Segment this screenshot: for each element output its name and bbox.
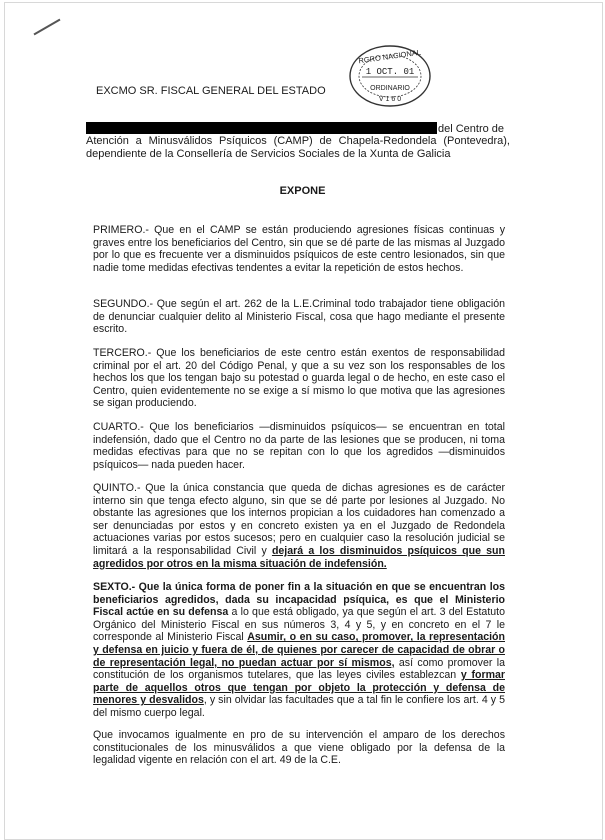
quinto-emphasis: dejará a los disminuidos psíquicos que sun agredidos por otros en la misma situación de indefensión.	[93, 544, 505, 570]
sexto-emphasis-1: Asumir, o en su caso, promover, la representación y defensa en juicio y fuera de él, de quienes por carecer de capacidad de obrar o de representación legal, no puedan actuar por sí mismos,	[93, 631, 505, 669]
paragraph-final: Que invocamos igualmente en pro de su intervención el amparo de los derechos constitucionales de los minusválidos a que viene obligado por la defensa de la legalidad vigente en relación con el art. 49 de la C.E.	[93, 729, 505, 767]
paragraph-primero: PRIMERO.- Que en el CAMP se están produciendo agresiones físicas continuas y graves entre los beneficiarios del Centro, sin que se dé parte de las mismas al Juzgado por lo que es frecuente ver a disminuidos psíquicos de este centro lesionados, sin que nadie tome medidas efectivas tendentes a evitar la repetición de estos hechos.	[93, 224, 505, 274]
section-heading: EXPONE	[279, 185, 326, 197]
intro-tail: del Centro de	[438, 123, 505, 135]
paragraph-segundo: SEGUNDO.- Que según el art. 262 de la L.E.Criminal todo trabajador tiene obligación de denunciar cualquier delito al Ministerio Fiscal, cosa que hago mediante el presente escrito.	[93, 298, 505, 336]
registry-stamp	[348, 44, 432, 108]
stamp-date: 1 OCT. 01	[365, 67, 415, 77]
paragraph-sexto	[93, 581, 505, 720]
redacted-name	[86, 122, 437, 134]
paragraph-cuarto: CUARTO.- Que los beneficiarios —disminuidos psíquicos— se encuentran en total indefensión, dado que el Centro no da parte de las lesiones que se producen, ni toma medidas efectivas para que no se repitan con lo que los agredidos —disminuidos psíquicos— nada pueden hacer.	[93, 421, 505, 471]
addressee: EXCMO SR. FISCAL GENERAL DEL ESTADO	[96, 85, 326, 97]
paragraph-quinto	[93, 482, 505, 570]
sexto-text-end: , y sin olvidar las facultades que a tal fin le confiere los art. 4 y 5 del mismo cuerpo legal.	[93, 694, 505, 719]
sexto-text: a lo que está obligado, ya que según el art. 3 del Estatuto Orgánico del Ministerio Fiscal en sus números 3, 4 y 5, y en concreto en el 7 le corresponde al Ministerio Fiscal	[93, 606, 505, 644]
paragraph-tercero: TERCERO.- Que los beneficiarios de este centro están exentos de responsabilidad criminal por el art. 20 del Código Penal, y que a su vez son los responsables de los hechos los que los tengan bajo su potestad o guarda legal o de hecho, en este caso el Centro, quien evidentemente no se exige a sí mismo lo que motiva que las agresiones se sigan produciendo.	[93, 347, 505, 410]
sexto-bold-text: SEXTO.- Que la única forma de poner fin a la situación en que se encuentran los beneficiarios agredidos, dada su incapacidad psíquica, es que el Ministerio Fiscal actúe en su defensa	[93, 581, 505, 619]
sexto-text-2: así como promover la constitución de los organismos tutelares, que las leyes civiles establezcan	[93, 656, 505, 682]
sexto-emphasis-2: y formar parte de aquellos otros que tengan por objeto la protección y defensa de menores y desvalidos	[93, 669, 505, 707]
stamp-top-text: RGRO NACIONAL	[357, 47, 422, 66]
quinto-text: QUINTO.- Que la única constancia que queda de dichas agresiones es de carácter interno sin que tenga efecto alguno, sin que se dé parte por lesiones al Juzgado. No obstante las agresiones que los internos propician a los cuidadores han comenzado a ser denunciadas por estos y en concreto existen ya en el Juzgado de Redondela actuaciones varias por estos sucesos; pero en cualquier caso la resolución judicial se limitará a la responsabilidad Civil y	[93, 482, 505, 557]
stamp-bottom-text: ORDINARIO	[370, 85, 410, 92]
intro-text: Atención a Minusválidos Psíquicos (CAMP) de Chapela-Redondela (Pontevedra), dependiente de la Consellería de Servicios Sociales de la Xunta de Galicia	[86, 135, 510, 160]
stamp-number: V 1 6 0	[378, 96, 402, 103]
